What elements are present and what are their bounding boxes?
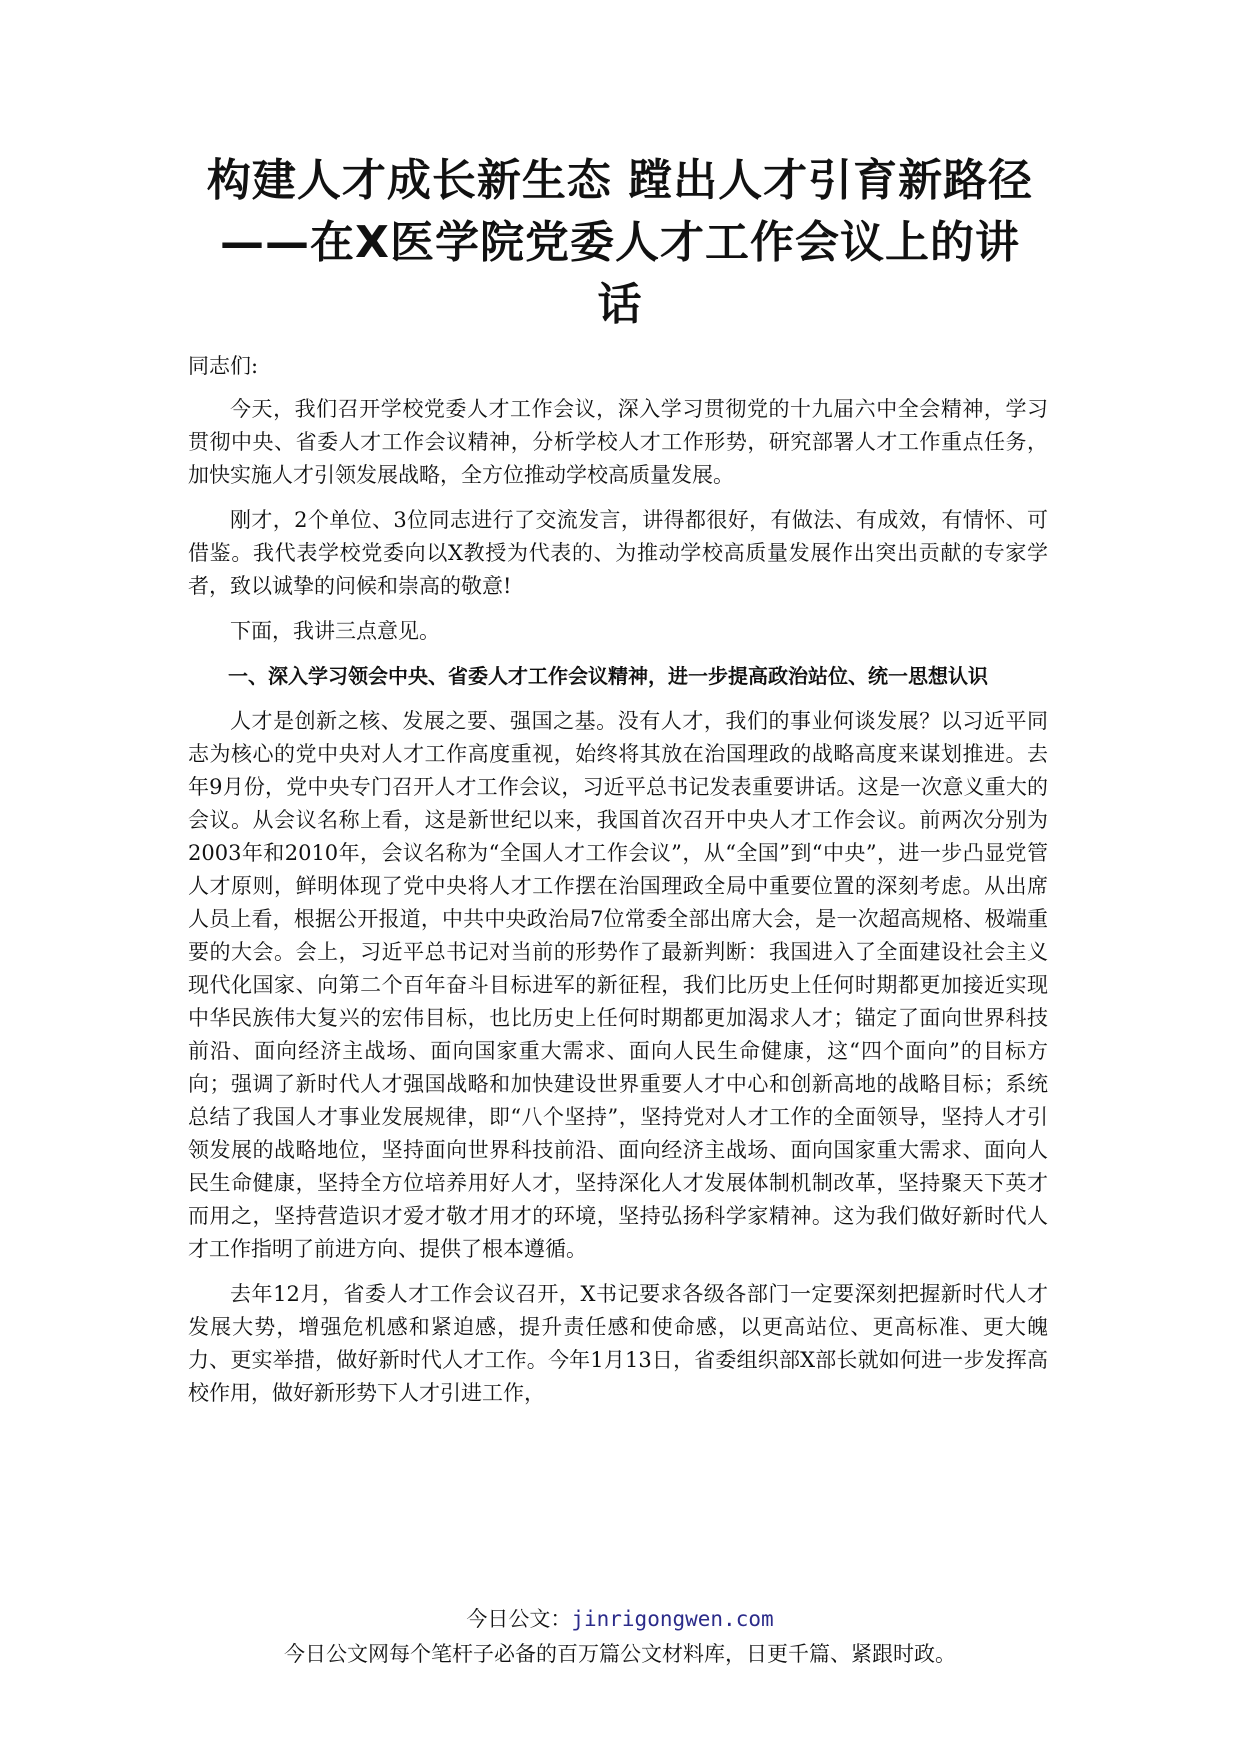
section-heading-1: 一、深入学习领会中央、省委人才工作会议精神，进一步提高政治站位、统一思想认识 [228, 664, 988, 688]
document-body [188, 350, 1048, 1422]
paragraph-opening: 今天，我们召开学校党委人才工作会议，深入学习贯彻党的十九届六中全会精神，学习贯彻中央、省委人才工作会议精神，分析学校人才工作形势，研究部署人才工作重点任务，加快实施人才引领发展战略，全方位推动学校高质量发展。 [188, 397, 1048, 487]
paragraph-transition: 下面，我讲三点意见。 [230, 619, 440, 643]
paragraph-thanks: 刚才，2个单位、3位同志进行了交流发言，讲得都很好，有做法、有成效，有情怀、可借鉴。我代表学校党委向以X教授为代表的、为推动学校高质量发展作出突出贡献的专家学者，致以诚挚的问候和崇高的敬意! [188, 508, 1048, 598]
title-line-3: 话 [597, 279, 643, 330]
footer-site-label: 今日公文： [466, 1607, 572, 1631]
footer-site-link[interactable]: jinrigongwen.com [571, 1607, 774, 1631]
title-line-1: 构建人才成长新生态 蹚出人才引育新路径 [206, 155, 1034, 206]
paragraph-central-meeting: 人才是创新之核、发展之要、强国之基。没有人才，我们的事业何谈发展？以习近平同志为核心的党中央对人才工作高度重视，始终将其放在治国理政的战略高度来谋划推进。去年9月份，党中央专门召开人才工作会议，习近平总书记发表重要讲话。这是一次意义重大的会议。从会议名称上看，这是新世纪以来，我国首次召开中央人才工作会议。前两次分别为2003年和2010年，会议名称为“全国人才工作会议”，从“全国”到“中央”，进一步凸显党管人才原则，鲜明体现了党中央将人才工作摆在治国理政全局中重要位置的深刻考虑。从出席人员上看，根据公开报道，中共中央政治局7位常委全部出席大会，是一次超高规格、极端重要的大会。会上，习近平总书记对当前的形势作了最新判断：我国进入了全面建设社会主义现代化国家、向第二个百年奋斗目标进军的新征程，我们比历史上任何时期都更加接近实现中华民族伟大复兴的宏伟目标，也比历史上任何时期都更加渴求人才；锚定了面向世界科技前沿、面向经济主战场、面向国家重大需求、面向人民生命健康，这“四个面向”的目标方向；强调了新时代人才强国战略和加快建设世界重要人才中心和创新高地的战略目标；系统总结了我国人才事业发展规律，即“八个坚持”，坚持党对人才工作的全面领导，坚持人才引领发展的战略地位，坚持面向世界科技前沿、面向经济主战场、面向国家重大需求、面向人民生命健康，坚持全方位培养用好人才，坚持深化人才发展体制机制改革，坚持聚天下英才而用之，坚持营造识才爱才敬才用才的环境，坚持弘扬科学家精神。这为我们做好新时代人才工作指明了前进方向、提供了根本遵循。 [188, 709, 1048, 1261]
footer-tagline: 今日公文网每个笔杆子必备的百万篇公文材料库，日更千篇、紧跟时政。 [284, 1642, 956, 1666]
footer-site-line [0, 1603, 1240, 1633]
salutation: 同志们: [188, 354, 259, 378]
title-line-2: ——在X医学院党委人才工作会议上的讲 [220, 217, 1020, 268]
document-title [180, 150, 1060, 336]
paragraph-provincial-meeting: 去年12月，省委人才工作会议召开，X书记要求各级各部门一定要深刻把握新时代人才发展大势，增强危机感和紧迫感，提升责任感和使命感，以更高站位、更高标准、更大魄力、更实举措，做好新时代人才工作。今年1月13日，省委组织部X部长就如何进一步发挥高校作用，做好新形势下人才引进工作， [188, 1282, 1048, 1405]
